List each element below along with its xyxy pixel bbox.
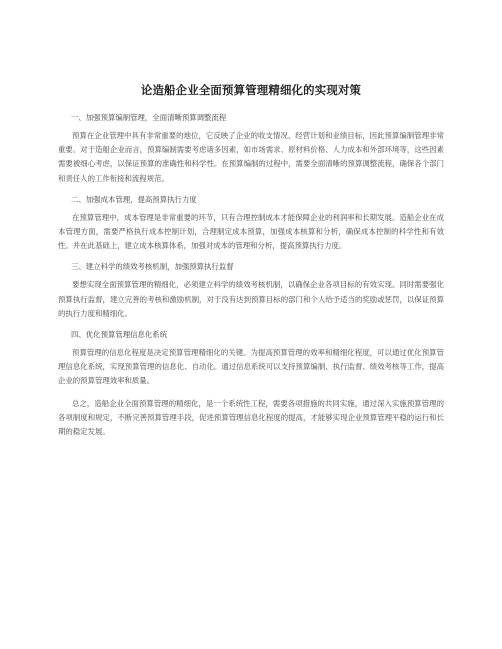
section-3	[58, 261, 444, 321]
section-paragraph: 预算管理的信息化程度是决定预算管理精细化的关键。为提高预算管理的效率和精细化程度，可以通过优化预算管理信息化系统，实现预算管理的信息化、自动化。通过信息系统可以支持预算编制、执行监督、绩效考核等工作，提高企业的预算管理效率和质量。	[58, 348, 444, 386]
section-paragraph: 预算在企业管理中具有非常重要的地位，它反映了企业的收支情况、经营计划和业绩目标，因此预算编制管理非常重要。对于造船企业而言，预算编制需要考虑诸多因素，如市场需求、原材料价格、人力成本和外部环境等，这些因素需要被细心考虑，以保证预算的准确性和科学性。在预算编制的过程中，需要全面清晰的预算调整流程，确保各个部门和责任人的工作衔接和流程规范。	[58, 131, 444, 183]
section-4	[58, 329, 444, 389]
section-heading: 二、加强成本管理，提高预算执行力度	[71, 194, 197, 204]
section-heading: 三、建立科学的绩效考核机制，加强预算执行监督	[71, 262, 234, 272]
section-1	[58, 112, 444, 186]
section-paragraph: 在预算管理中，成本管理是非常重要的环节，只有合理控制成本才能保障企业的利润率和长期发展。造船企业在成本管理方面，需要严格执行成本控制计划，合理制定成本预算，加强成本核算和分析，确保成本控制的科学性和有效性。并在此基础上，建立成本核算体系，加强对成本的管理和分析，提高预算执行力度。	[58, 212, 444, 251]
section-2	[58, 194, 444, 254]
section-heading: 四、优化预算管理信息化系统	[71, 330, 168, 340]
section-heading: 一、加强预算编制管理，全面清晰预算调整流程	[71, 113, 227, 122]
conclusion-paragraph: 总之，造船企业全面预算管理的精细化，是一个系统性工程，需要各项措施的共同实施，通过深入实施预算管理的各项制度和规定，不断完善预算管理手段，促进预算管理信息化程度的提高，才能够实现企业预算管理平稳的运行和长期的稳定发展。	[58, 398, 444, 437]
document-title: 论造船企业全面预算管理精细化的实现对策	[140, 83, 362, 97]
section-paragraph: 要想实现全面预算管理的精细化，必须建立科学的绩效考核机制，以确保企业各项目标的有效实现。同时需要强化预算执行监督，建立完善的考核和激励机制，对于没有达到预算目标的部门和个人给予适当的奖励或惩罚，以保证预算的执行力度和精细化。	[58, 280, 444, 318]
